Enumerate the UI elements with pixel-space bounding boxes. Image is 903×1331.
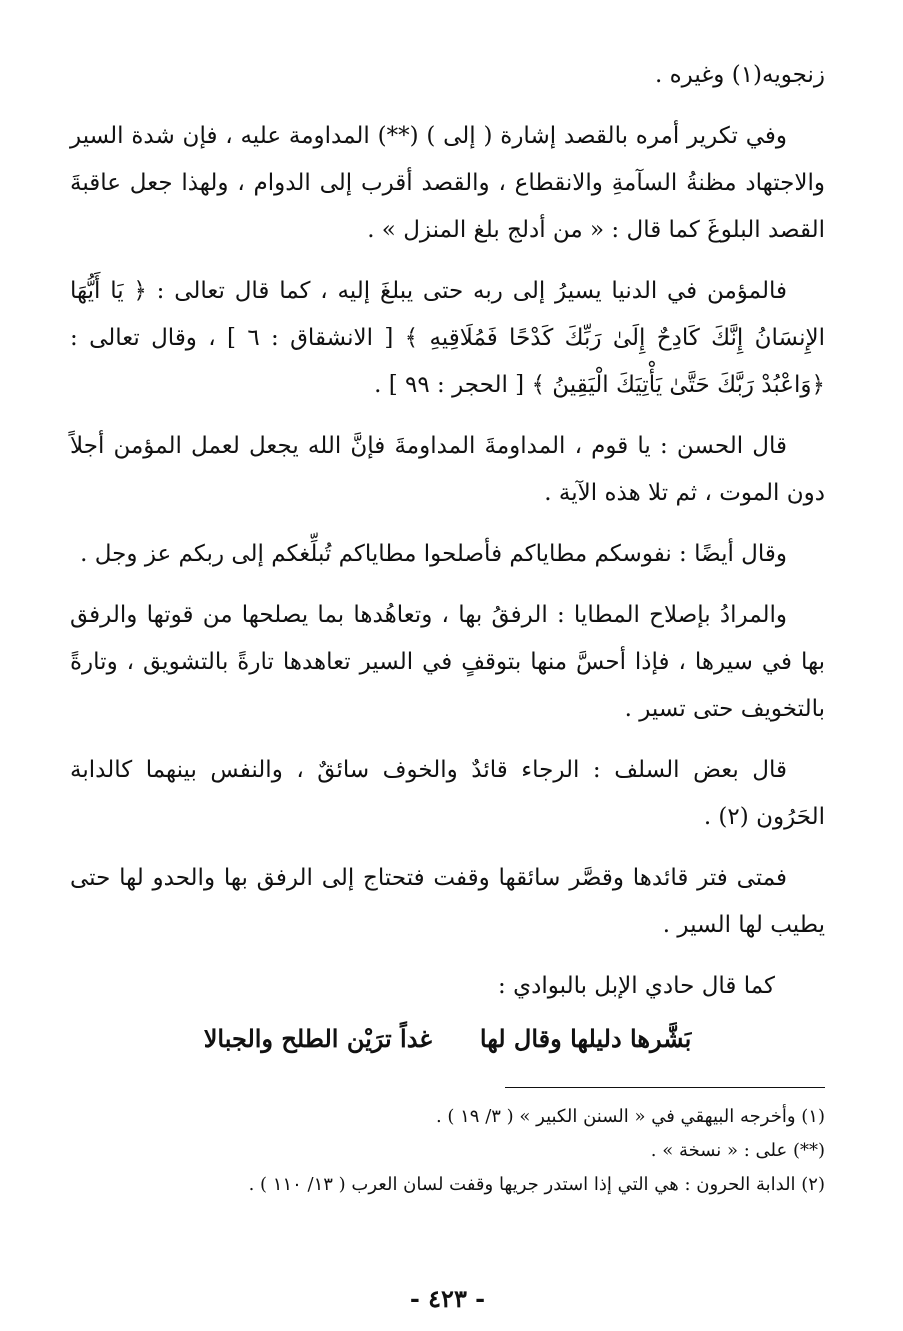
footnote-1: (١) وأخرجه البيهقي في « السنن الكبير » ( ٣/ ١٩ ) .: [435, 1106, 825, 1127]
page-number: - ٤٢٣ -: [409, 1284, 486, 1313]
footnote-2: (**) على : « نسخة » .: [650, 1140, 825, 1161]
verse-hemistich-right: بَشَّرها دليلها وقال لها: [479, 1024, 692, 1053]
page-body: [70, 52, 825, 1312]
verse-hemistich-left: غداً ترَيْن الطلح والجبالا: [203, 1024, 432, 1053]
poem-intro: كما قال حادي الإبل بالبوادي :: [498, 973, 775, 999]
paragraph-8: فمتى فتر قائدها وقصَّر سائقها وقفت فتحتاج إلى الرفق بها والحدو لها حتى يطيب لها السير .: [70, 865, 825, 938]
paragraph-5: وقال أيضًا : نفوسكم مطاياكم فأصلحوا مطاياكم تُبلِّغكم إلى ربكم عز وجل .: [80, 541, 787, 567]
paragraph-7: قال بعض السلف : الرجاء قائدٌ والخوف سائقٌ ، والنفس بينهما كالدابة الحَرُون (٢) .: [70, 757, 825, 830]
poem-verse: [70, 1014, 825, 1064]
paragraph-1: زنجويه(١) وغيره .: [654, 62, 825, 88]
paragraph-2: وفي تكرير أمره بالقصد إشارة ( إلى ) (**) المداومة عليه ، فإن شدة السير والاجتهاد مظنةُ السآمةِ والانقطاع ، والقصد أقرب إلى الدوام ، ولهذا جعل عاقبةَ القصد البلوغَ كما قال : « من أدلج بلغ المنزل » .: [70, 123, 825, 243]
footnote-3: (٢) الدابة الحرون : هي التي إذا استدر جريها وقفت لسان العرب ( ١٣/ ١١٠ ) .: [248, 1174, 825, 1195]
paragraph-3: فالمؤمن في الدنيا يسيرُ إلى ربه حتى يبلغَ إليه ، كما قال تعالى : ﴿ يَا أَيُّهَا الإِنسَانُ إِنَّكَ كَادِحٌ إِلَىٰ رَبِّكَ كَدْحًا فَمُلَاقِيهِ ﴾ [ الانشقاق : ٦ ] ، وقال تعالى : ﴿وَاعْبُدْ رَبَّكَ حَتَّىٰ يَأْتِيَكَ الْيَقِينُ ﴾ [ الحجر : ٩٩ ] .: [70, 278, 825, 398]
paragraph-6: والمرادُ بإصلاح المطايا : الرفقُ بها ، وتعاهُدها بما يصلحها من قوتها والرفق بها في سيرها ، فإذا أحسَّ منها بتوقفٍ في السير تعاهدها تارةً بالتشويق ، وتارةً بالتخويف حتى تسير .: [70, 602, 825, 722]
footnote-divider: [505, 1087, 825, 1088]
footnotes: [70, 1100, 825, 1202]
paragraph-4: قال الحسن : يا قوم ، المداومةَ المداومةَ فإنَّ الله يجعل لعمل المؤمن أجلاً دون الموت ، ثم تلا هذه الآية .: [70, 433, 825, 506]
